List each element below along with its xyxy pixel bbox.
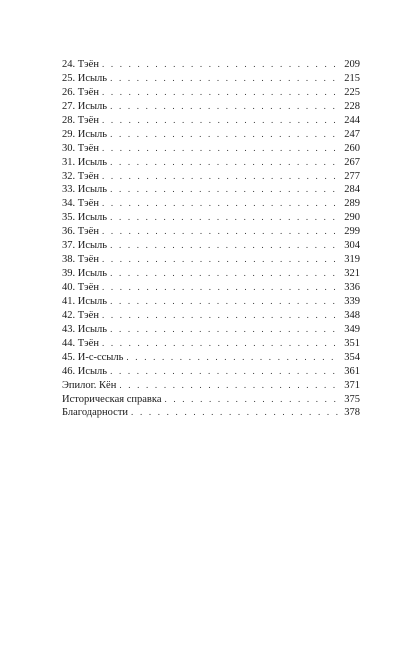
toc-entry bbox=[62, 253, 360, 267]
toc-entry-title: Историческая справка bbox=[62, 393, 162, 405]
dot-leader bbox=[119, 379, 339, 393]
dot-leader bbox=[126, 351, 339, 365]
table-of-contents bbox=[62, 58, 360, 420]
toc-entry-title: 28. Тэён bbox=[62, 114, 99, 126]
toc-entry-page-number: 378 bbox=[344, 407, 360, 419]
dot-leader bbox=[110, 156, 339, 170]
dot-leader bbox=[110, 128, 339, 142]
toc-entry-page-number: 260 bbox=[344, 142, 360, 154]
toc-entry bbox=[62, 239, 360, 253]
toc-entry-page-number: 354 bbox=[344, 351, 360, 363]
toc-entry-title: 40. Тэён bbox=[62, 282, 99, 293]
dot-leader bbox=[102, 253, 339, 267]
dot-leader bbox=[110, 295, 339, 309]
dot-leader bbox=[110, 365, 339, 379]
toc-entry-page-number: 349 bbox=[344, 323, 360, 335]
toc-entry bbox=[62, 295, 360, 309]
toc-entry-title: Благодарности bbox=[62, 407, 129, 419]
dot-leader bbox=[110, 100, 339, 114]
toc-entry bbox=[62, 309, 360, 323]
toc-entry bbox=[62, 406, 360, 420]
toc-entry bbox=[62, 393, 360, 407]
toc-entry bbox=[62, 142, 360, 156]
dot-leader bbox=[110, 239, 339, 253]
toc-entry bbox=[62, 114, 360, 128]
toc-entry-title: 37. Исыль bbox=[62, 240, 108, 252]
toc-entry-title: 26. Тэён bbox=[62, 86, 99, 98]
toc-entry bbox=[62, 156, 360, 170]
toc-entry-title: 45. И-с-ссыль bbox=[62, 351, 124, 363]
toc-entry-page-number: 319 bbox=[344, 254, 360, 266]
toc-entry-title: Эпилог. Кён bbox=[62, 379, 117, 391]
toc-entry bbox=[62, 337, 360, 351]
toc-entry-page-number: 348 bbox=[344, 309, 360, 321]
dot-leader bbox=[102, 197, 339, 211]
toc-entry-page-number: 336 bbox=[344, 282, 360, 293]
toc-entry bbox=[62, 225, 360, 239]
dot-leader bbox=[102, 86, 339, 100]
dot-leader bbox=[102, 114, 339, 128]
dot-leader bbox=[102, 281, 339, 295]
toc-entry-title: 27. Исыль bbox=[62, 100, 108, 112]
toc-entry-page-number: 290 bbox=[344, 212, 360, 224]
toc-entry bbox=[62, 365, 360, 379]
toc-entry-title: 30. Тэён bbox=[62, 142, 99, 154]
dot-leader bbox=[102, 142, 339, 156]
dot-leader bbox=[110, 183, 339, 197]
toc-entry-page-number: 247 bbox=[344, 128, 360, 140]
toc-entry-title: 25. Исыль bbox=[62, 72, 108, 84]
dot-leader bbox=[110, 267, 339, 281]
toc-entry bbox=[62, 281, 360, 295]
toc-entry-title: 32. Тэён bbox=[62, 170, 99, 182]
dot-leader bbox=[110, 72, 339, 86]
dot-leader bbox=[102, 58, 339, 72]
toc-entry-title: 38. Тэён bbox=[62, 254, 99, 266]
dot-leader bbox=[110, 211, 339, 225]
toc-entry-title: 43. Исыль bbox=[62, 323, 108, 335]
toc-entry bbox=[62, 379, 360, 393]
dot-leader bbox=[131, 406, 339, 420]
toc-entry bbox=[62, 197, 360, 211]
toc-entry bbox=[62, 86, 360, 100]
toc-entry-title: 34. Тэён bbox=[62, 198, 99, 210]
toc-entry bbox=[62, 58, 360, 72]
toc-entry-title: 46. Исыль bbox=[62, 365, 108, 377]
toc-entry-title: 44. Тэён bbox=[62, 337, 99, 349]
toc-entry-page-number: 361 bbox=[344, 365, 360, 377]
toc-entry-page-number: 284 bbox=[344, 184, 360, 196]
toc-entry bbox=[62, 128, 360, 142]
toc-entry-page-number: 289 bbox=[344, 198, 360, 210]
toc-entry-title: 31. Исыль bbox=[62, 156, 108, 168]
toc-entry bbox=[62, 323, 360, 337]
toc-entry-page-number: 215 bbox=[344, 72, 360, 84]
dot-leader bbox=[110, 323, 339, 337]
toc-entry-page-number: 228 bbox=[344, 100, 360, 112]
toc-entry-title: 29. Исыль bbox=[62, 128, 108, 140]
toc-entry bbox=[62, 267, 360, 281]
toc-entry bbox=[62, 100, 360, 114]
toc-entry-page-number: 244 bbox=[344, 114, 360, 126]
dot-leader bbox=[102, 225, 339, 239]
toc-entry bbox=[62, 170, 360, 184]
toc-entry-title: 39. Исыль bbox=[62, 268, 108, 280]
toc-entry bbox=[62, 183, 360, 197]
toc-entry-page-number: 304 bbox=[344, 240, 360, 252]
toc-entry bbox=[62, 72, 360, 86]
toc-entry-title: 36. Тэён bbox=[62, 226, 99, 238]
dot-leader bbox=[164, 393, 339, 407]
toc-entry-page-number: 371 bbox=[344, 379, 360, 391]
toc-entry-page-number: 225 bbox=[344, 86, 360, 98]
toc-entry-title: 24. Тэён bbox=[62, 59, 99, 70]
toc-entry-page-number: 267 bbox=[344, 156, 360, 168]
toc-entry-page-number: 277 bbox=[344, 170, 360, 182]
dot-leader bbox=[102, 170, 339, 184]
toc-entry-page-number: 351 bbox=[344, 337, 360, 349]
toc-entry-title: 33. Исыль bbox=[62, 184, 108, 196]
toc-entry-page-number: 339 bbox=[344, 295, 360, 307]
toc-entry bbox=[62, 351, 360, 365]
toc-entry-title: 41. Исыль bbox=[62, 295, 108, 307]
dot-leader bbox=[102, 337, 339, 351]
toc-entry-page-number: 375 bbox=[344, 393, 360, 405]
toc-entry-title: 35. Исыль bbox=[62, 212, 108, 224]
toc-entry-page-number: 299 bbox=[344, 226, 360, 238]
dot-leader bbox=[102, 309, 339, 323]
toc-entry-page-number: 321 bbox=[344, 268, 360, 280]
toc-entry-page-number: 209 bbox=[344, 59, 360, 70]
toc-entry-title: 42. Тэён bbox=[62, 309, 99, 321]
toc-entry bbox=[62, 211, 360, 225]
